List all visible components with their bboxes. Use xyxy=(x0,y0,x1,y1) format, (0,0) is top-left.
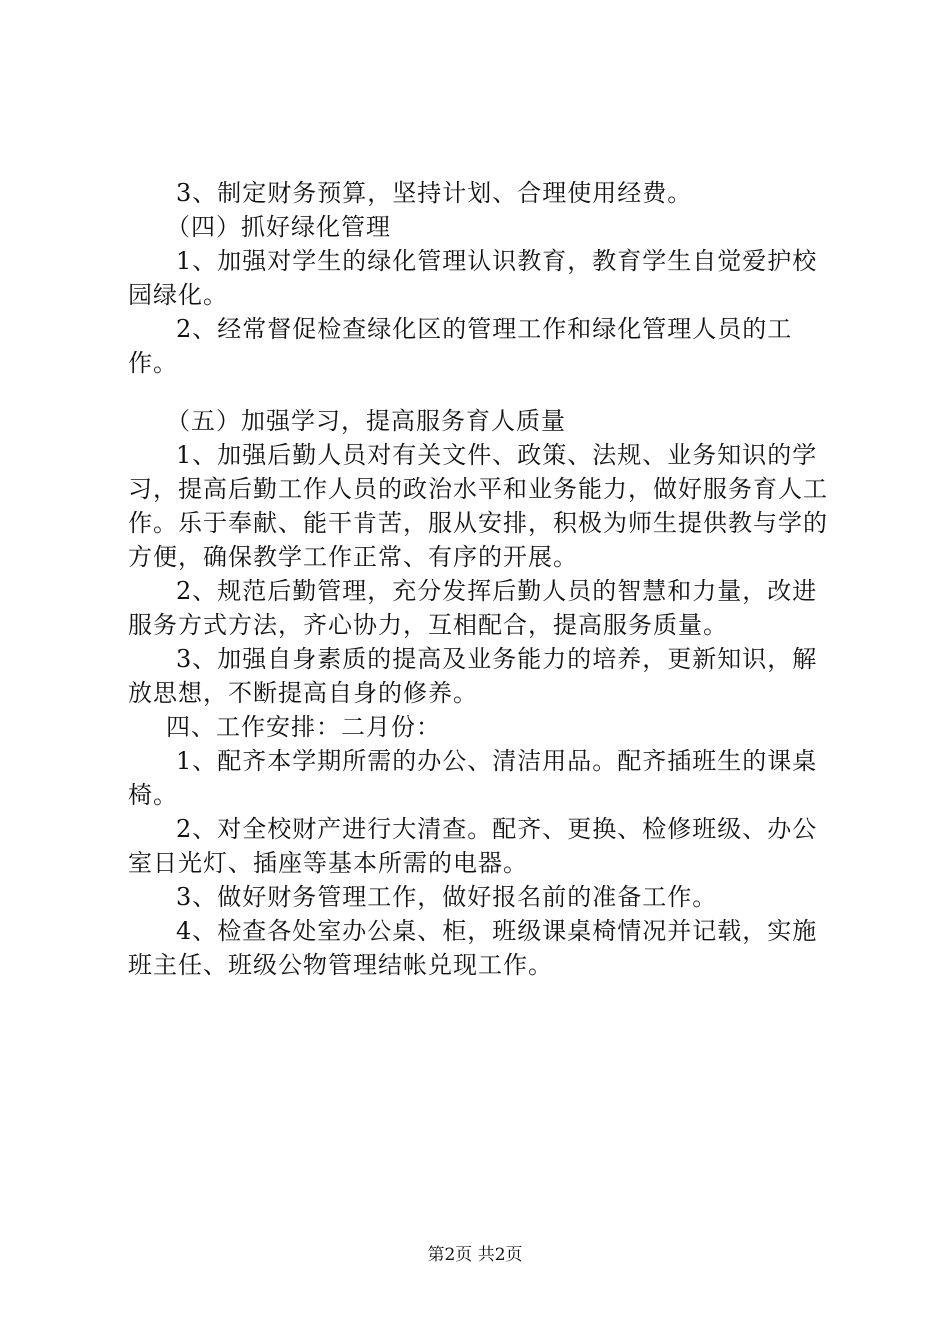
paragraph-staff-learning: 1、加强后勤人员对有关文件、政策、法规、业务知识的学习，提高后勤工作人员的政治水平和业务能力，做好服务育人工作。乐于奉献、能干肯苦，服从安排，积极为师生提供教与学的方便，确保教学工作正常、有序的开展。 xyxy=(128,441,828,571)
document-body xyxy=(128,176,840,982)
paragraph-property-check: 2、对全校财产进行大清查。配齐、更换、检修班级、办公室日光灯、插座等基本所需的电器。 xyxy=(128,815,818,877)
paragraph-greening-supervision: 2、经常督促检查绿化区的管理工作和绿化管理人员的工作。 xyxy=(128,315,793,377)
paragraph-finance-budget: 3、制定财务预算，坚持计划、合理使用经费。 xyxy=(176,179,693,207)
paragraph-logistics-management: 2、规范后勤管理，充分发挥后勤人员的智慧和力量，改进服务方式方法，齐心协力，互相配合，提高服务质量。 xyxy=(128,577,818,639)
paragraph-furniture-check: 4、检查各处室办公桌、柜，班级课桌椅情况并记载，实施班主任、班级公物管理结帐兑现工作。 xyxy=(128,917,818,979)
paragraph-greening-education: 1、加强对学生的绿化管理认识教育，教育学生自觉爱护校园绿化。 xyxy=(128,247,818,309)
paragraph-supplies: 1、配齐本学期所需的办公、清洁用品。配齐插班生的课桌椅。 xyxy=(128,747,818,809)
page-number-footer: 第2页 共2页 xyxy=(427,1245,523,1265)
section-heading-greening: （四）抓好绿化管理 xyxy=(166,213,391,241)
paragraph-self-improvement: 3、加强自身素质的提高及业务能力的培养，更新知识，解放思想，不断提高自身的修养。 xyxy=(128,645,818,707)
section-heading-schedule: 四、工作安排：二月份： xyxy=(166,713,441,741)
paragraph-finance-work: 3、做好财务管理工作，做好报名前的准备工作。 xyxy=(176,883,718,911)
section-heading-learning: （五）加强学习，提高服务育人质量 xyxy=(166,407,566,435)
